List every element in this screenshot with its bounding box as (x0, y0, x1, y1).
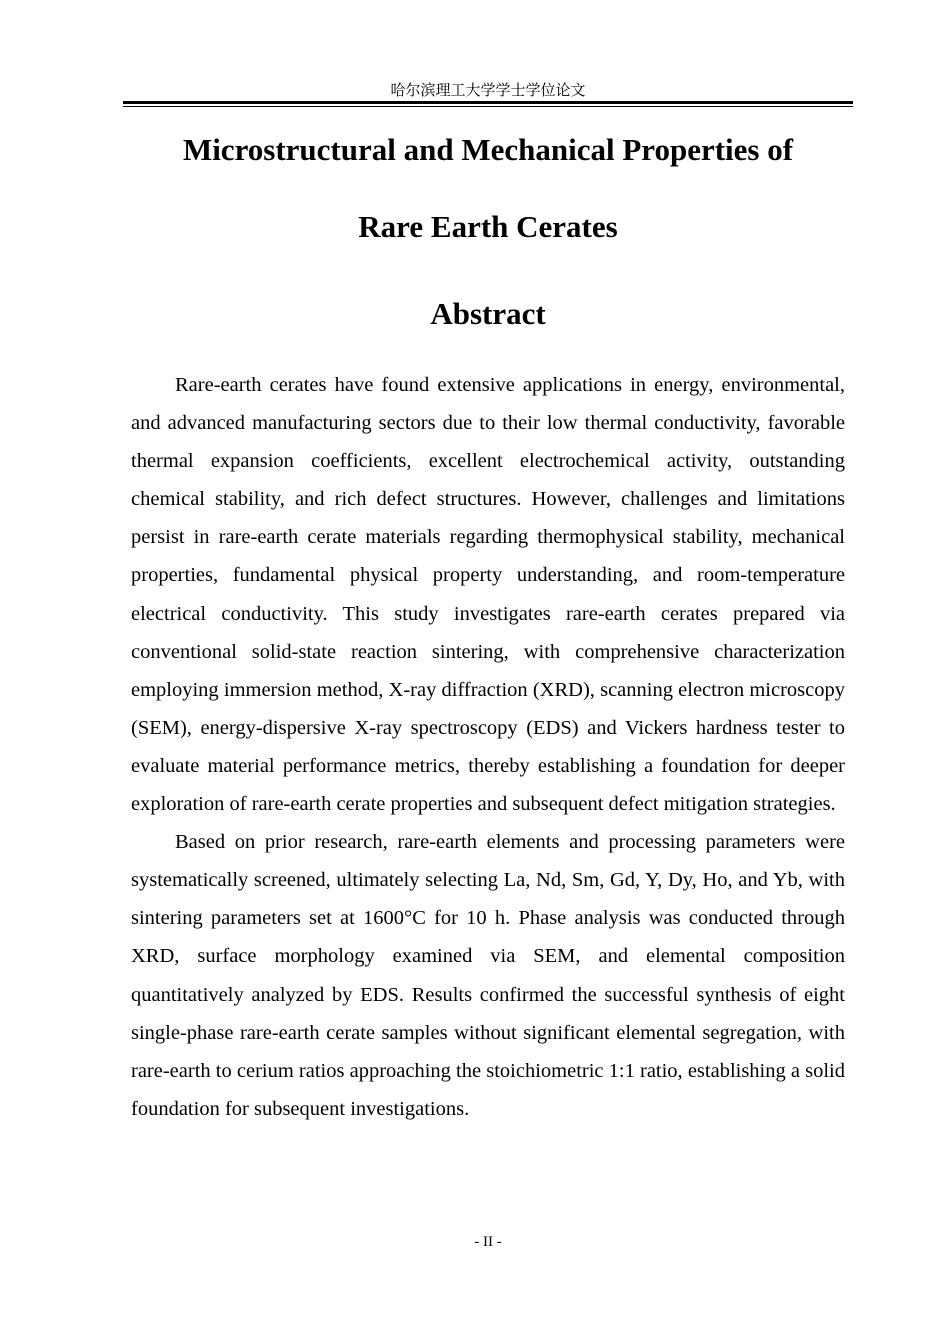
paper-title-line-1: Microstructural and Mechanical Properties of (182, 132, 794, 167)
running-header: 哈尔滨理工大学学士学位论文 (390, 81, 586, 99)
header-rule-thin (123, 106, 853, 107)
abstract-body (131, 366, 845, 1128)
paper-title-line-2: Rare Earth Cerates (358, 209, 618, 244)
abstract-heading: Abstract (430, 296, 546, 331)
abstract-paragraph-2: Based on prior research, rare-earth elements and processing parameters were systematically screened, ultimately selecting La, Nd, Sm, Gd, Y, Dy, Ho, and Yb, with sintering parameters set at 1600°C for 10 h. Phase analysis was conducted through XRD, surface morphology examined via SEM, and elemental composition quantitatively analyzed by EDS. Results confirmed the successful synthesis of eight single-phase rare-earth cerate samples without significant elemental segregation, with rare-earth to cerium ratios approaching the stoichiometric 1:1 ratio, establishing a solid foundation for subsequent investigations. (131, 831, 845, 1120)
abstract-paragraph-1: Rare-earth cerates have found extensive applications in energy, environmental, and advanced manufacturing sectors due to their low thermal conductivity, favorable thermal expansion coefficients, excellent electrochemical activity, outstanding chemical stability, and rich defect structures. However, challenges and limitations persist in rare-earth cerate materials regarding thermophysical stability, mechanical properties, fundamental physical property understanding, and room-temperature electrical conductivity. This study investigates rare-earth cerates prepared via conventional solid-state reaction sintering, with comprehensive characterization employing immersion method, X-ray diffraction (XRD), scanning electron microscopy (SEM), energy-dispersive X-ray spectroscopy (EDS) and Vickers hardness tester to evaluate material performance metrics, thereby establishing a foundation for deeper exploration of rare-earth cerate properties and subsequent defect mitigation strategies. (131, 374, 845, 816)
header-rule-thick (123, 101, 853, 104)
page-number: - II - (474, 1234, 502, 1250)
